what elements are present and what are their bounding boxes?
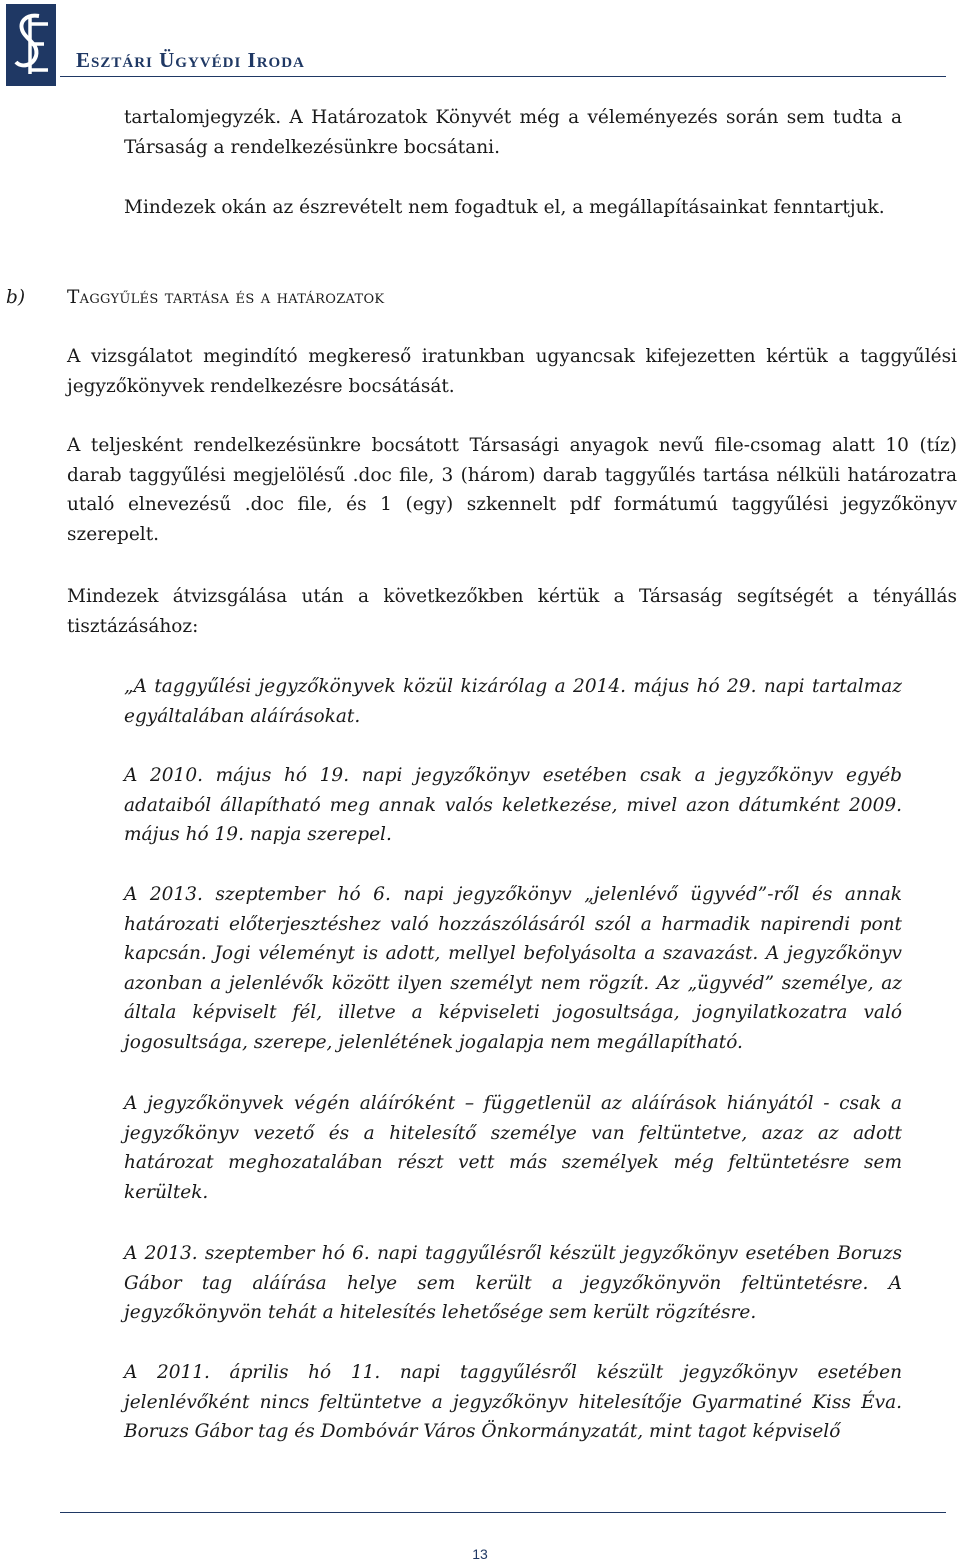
quote-3: A 2013. szeptember hó 6. napi jegyzőkönyv „jelenlévő ügyvéd”-ről és annak határozati előterjesztéshez való hozzászólásáról szól a harmadik napirendi pont kapcsán. Jogi véleményt is adott, mellyel befolyásolta a szavazást. A jegyzőkönyv azonban a jelenlévők között ilyen személyt nem rögzít. Az „ügyvéd” személye, az általa képviselt fél, illetve a képviseleti jogosultsága, jognyilatkozatra való jogosultsága, szerepe, jelenlétének jogalapja nem megállapítható. (124, 884, 902, 1053)
firm-name: Esztári Ügyvédi Iroda (76, 48, 305, 72)
paragraph-1: tartalomjegyzék. A Határozatok Könyvét még a véleményezés során sem tudta a Társaság a rendelkezésünkre bocsátani. (124, 107, 902, 158)
firm-logo-icon (6, 4, 56, 86)
page-number: 13 (472, 1546, 488, 1562)
quote-2: A 2010. május hó 19. napi jegyzőkönyv esetében csak a jegyzőkönyv egyéb adataiból állapítható meg annak valós keletkezése, mivel azon dátumként 2009. május hó 19. napja szerepel. (124, 765, 902, 845)
quote-1: „A taggyűlési jegyzőkönyvek közül kizárólag a 2014. május hó 29. napi tartalmaz egyáltalában aláírásokat. (124, 676, 902, 727)
paragraph-4: A teljesként rendelkezésünkre bocsátott Társasági anyagok nevű file-csomag alatt 10 (tíz) darab taggyűlési megjelölésű .doc file, 3 (három) darab taggyűlés tartása nélküli határozatra utaló elnevezésű .doc file, és 1 (egy) szkennelt pdf formátumú taggyűlési jegyzőkönyv szerepelt. (67, 435, 957, 545)
paragraph-5: Mindezek átvizsgálása után a következőkben kértük a Társaság segítségét a tényállás tisztázásához: (67, 586, 957, 637)
section-label: b) (6, 287, 26, 308)
paragraph-2: Mindezek okán az észrevételt nem fogadtuk el, a megállapításainkat fenntartjuk. (124, 197, 885, 218)
footer-rule (60, 1512, 946, 1513)
page-header (0, 0, 960, 80)
paragraph-3: A vizsgálatot megindító megkereső iratunkban ugyancsak kifejezetten kértük a taggyűlési jegyzőkönyvek rendelkezésre bocsátását. (67, 346, 957, 397)
quote-5: A 2013. szeptember hó 6. napi taggyűlésről készült jegyzőkönyv esetében Boruzs Gábor tag aláírása helye sem került a jegyzőkönyvön feltüntetésre. A jegyzőkönyvön tehát a hitelesítés lehetősége sem került rögzítésre. (124, 1243, 902, 1323)
quote-4: A jegyzőkönyvek végén aláíróként – függetlenül az aláírások hiányától - csak a jegyzőkönyv vezető és a hitelesítő személye van feltüntetve, azaz az adott határozat meghozatalában részt vett más személyek még feltüntetésre sem kerültek. (124, 1093, 902, 1203)
quote-6: A 2011. április hó 11. napi taggyűlésről készült jegyzőkönyv esetében jelenlévőként nincs feltüntetve a jegyzőkönyv hitelesítője Gyarmatiné Kiss Éva. Boruzs Gábor tag és Dombóvár Város Önkormányzatát, mint tagot képviselő (124, 1362, 902, 1442)
header-rule (60, 76, 946, 77)
section-heading: Taggyűlés tartása és a határozatok (67, 287, 385, 308)
